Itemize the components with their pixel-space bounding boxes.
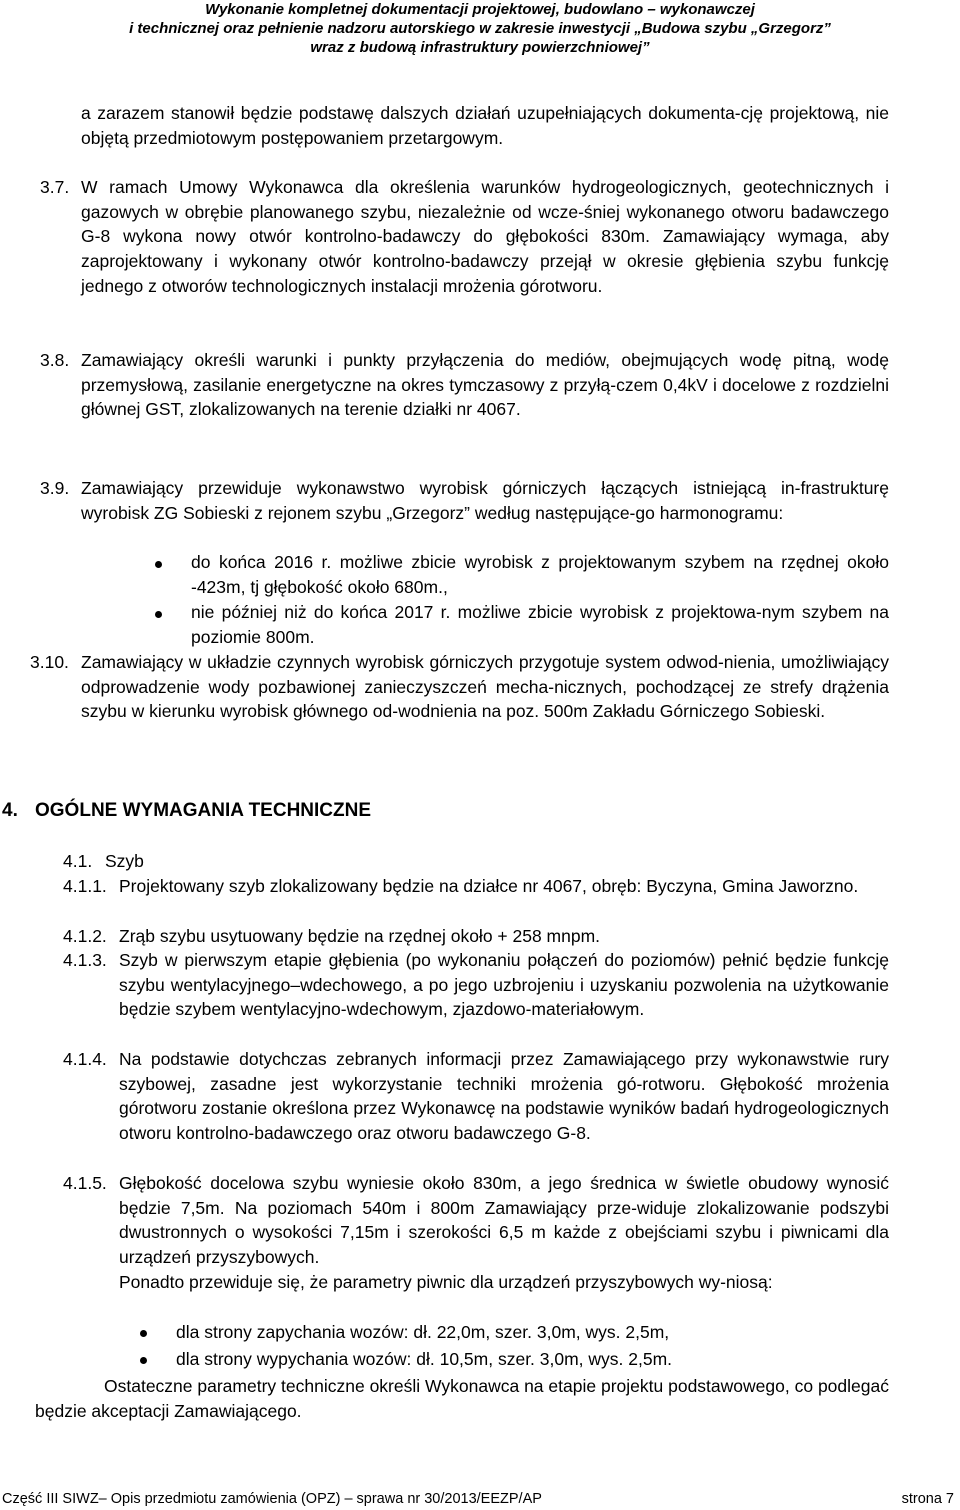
list-item-4-1-5-2: dla strony wypychania wozów: dł. 10,5m, szer. 3,0m, wys. 2,5m. [176,1349,673,1369]
section-number-4-1-4: 4.1.4. [63,1049,107,1069]
list-item-4-1-5-1: dla strony zapychania wozów: dł. 22,0m, szer. 3,0m, wys. 2,5m, [176,1322,670,1342]
section-3-8-text: Zamawiający określi warunki i punkty przyłączenia do mediów, obejmujących wodę pitną, wodę przemysłową, zasilanie energetyczne na okres tymczasowy z przyłą-czem 0,4kV i docelowe z rozdzielni głównej GST, zlokalizowanych na terenie działki nr 4067. [81,350,889,420]
list-item-3-9-2: nie później niż do końca 2017 r. możliwe zbicie wyrobisk z projektowa-nym szybem na poziomie 800m. [191,602,889,647]
section-number-4-1: 4.1. [63,851,93,871]
footer-page-number: strona 7 [901,1491,954,1507]
closing-paragraph: Ostateczne parametry techniczne określi Wykonawca na etapie projektu podstawowego, co podlegać będzie akceptacji Zamawiającego. [35,1376,889,1421]
section-4-title: OGÓLNE WYMAGANIA TECHNICZNE [35,800,372,821]
section-4-1-title: Szyb [105,851,144,871]
header-line-2: i technicznej oraz pełnienie nadzoru autorskiego w zakresie inwestycji „Budowa szybu „Grzegorz” [129,20,831,37]
section-number-4-1-3: 4.1.3. [63,950,107,970]
section-4-1-5-text: Głębokość docelowa szybu wyniesie około 830m, a jego średnica w świetle obudowy wynosić będzie 7,5m. Na poziomach 540m i 800m Zamawiający prze-widuje zlokalizowanie podszybi dwustronnych o wysokości 7,15m i szerokości 6,5 m każde z obejściami szybu i piwnicami dla urządzeń przyszybowych. [119,1173,889,1268]
footer-document-reference: Część III SIWZ– Opis przedmiotu zamówienia (OPZ) – sprawa nr 30/2013/EEZP/AP [2,1491,542,1507]
section-3-7-text: W ramach Umowy Wykonawca dla określenia warunków hydrogeologicznych, geotechnicznych i gazowych w obrębie planowanego szybu, niezależnie od wcze-śniej wykonanego otworu badawczego G-8 wykona nowy otwór kontrolno-badawczy do głębokości 830m. Zamawiający wymaga, aby zaprojektowany i wykonany otwór kontrolno-badawczy przejął w okresie głębienia szybu funkcję jednego z otworów technologicznych instalacji mrożenia górotworu. [81,177,889,296]
section-number-3-7: 3.7. [40,177,70,197]
section-4-1-1-text: Projektowany szyb zlokalizowany będzie na działce nr 4067, obręb: Byczyna, Gmina Jaworzno. [119,876,859,896]
section-4-number: 4. [2,800,18,821]
header-line-1: Wykonanie kompletnej dokumentacji projektowej, budowlano – wykonawczej [205,1,755,18]
section-number-4-1-1: 4.1.1. [63,876,107,896]
section-3-9-text: Zamawiający przewiduje wykonawstwo wyrobisk górniczych łączących istniejącą in-frastrukturę wyrobisk ZG Sobieski z rejonem szybu „Grzegorz” według następujące-go harmonogramu: [81,478,889,523]
section-3-10-text: Zamawiający w układzie czynnych wyrobisk górniczych przygotuje system odwod-nienia, umożliwiający odprowadzenie wody pozbawionej zanieczyszczeń mecha-nicznych, pochodzącej ze strefy drążenia szybu w kierunku wyrobisk głównego od-wodnienia na poz. 500m Zakładu Górniczego Sobieski. [81,652,889,722]
section-number-4-1-5: 4.1.5. [63,1173,107,1193]
document-header [0,0,960,57]
section-4-1-3-text: Szyb w pierwszym etapie głębienia (po wykonaniu połączeń do poziomów) pełnić będzie funkcję szybu wentylacyjnego–wdechowego, a po jego uzbrojeniu i uzyskaniu pozwolenia na użytkowanie będzie szybem wentylacyjno-wdechowym, zjazdowo-materiałowym. [119,950,889,1020]
section-4-1-2-text: Zrąb szybu usytuowany będzie na rzędnej około + 258 mnpm. [119,926,601,946]
section-number-4-1-2: 4.1.2. [63,926,107,946]
section-4-1-5-text-continued: Ponadto przewiduje się, że parametry piwnic dla urządzeń przyszybowych wy-niosą: [119,1272,773,1292]
bullet-icon [155,561,162,568]
bullet-icon [140,1330,147,1337]
section-4-1-4-text: Na podstawie dotychczas zebranych informacji przez Zamawiającego przy wykonawstwie rury szybowej, zasadne jest wykorzystanie techniki mrożenia gó-rotworu. Głębokość mrożenia górotworu zostanie określona przez Wykonawcę na podstawie wyników badań hydrogeologicznych otworu kontrolno-badawczego oraz otworu badawczego G-8. [119,1049,889,1144]
list-item-3-9-1: do końca 2016 r. możliwe zbicie wyrobisk z projektowanym szybem na rzędnej około -423m, tj głębokość około 680m., [191,552,889,597]
section-number-3-10: 3.10. [30,652,69,672]
intro-paragraph: a zarazem stanowił będzie podstawę dalszych działań uzupełniających dokumenta-cję projektową, nie objętą przedmiotowym postępowaniem przetargowym. [81,103,889,148]
bullet-icon [140,1357,147,1364]
header-line-3: wraz z budową infrastruktury powierzchniowej” [310,39,650,56]
section-number-3-9: 3.9. [40,478,70,498]
section-number-3-8: 3.8. [40,350,70,370]
bullet-icon [155,611,162,618]
